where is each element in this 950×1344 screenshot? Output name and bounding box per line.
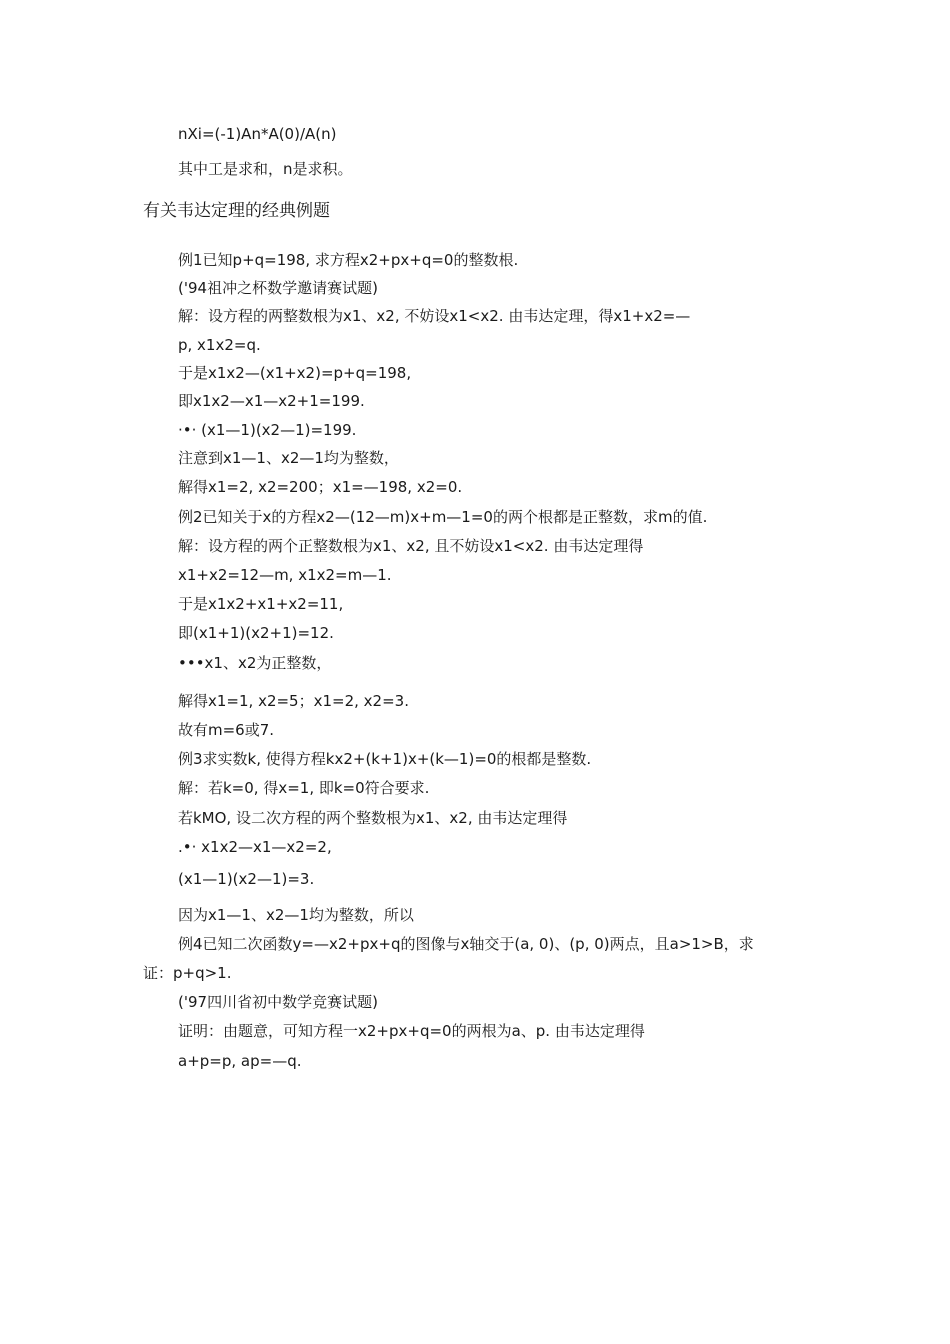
formula-line: nXi=(-1)An*A(0)/A(n) [178, 125, 337, 143]
text-line: .•· x1x2—x1—x2=2, [178, 838, 332, 856]
text-line: 例1已知p+q=198, 求方程x2+px+q=0的整数根. [178, 251, 519, 269]
text-line: 解得x1=2, x2=200；x1=—198, x2=0. [178, 478, 463, 496]
text-line: 例4已知二次函数y=—x2+px+q的图像与x轴交于(a, 0)、(p, 0)两点，且a>1>B，求 [178, 935, 754, 953]
text-line: 解：设方程的两整数根为x1、x2, 不妨设x1<x2. 由韦达定理，得x1+x2=— [178, 307, 691, 325]
text-line: 例3求实数k, 使得方程kx2+(k+1)x+(k—1)=0的根都是整数. [178, 750, 592, 768]
text-line: 证明：由题意，可知方程一x2+px+q=0的两根为a、p. 由韦达定理得 [178, 1022, 645, 1040]
text-line: p, x1x2=q. [178, 336, 261, 354]
text-line: 注意到x1—1、x2—1均为整数， [178, 449, 399, 467]
note-line: 其中工是求和，n是求积。 [178, 160, 353, 178]
text-line: 解得x1=1, x2=5；x1=2, x2=3. [178, 692, 409, 710]
text-line: 因为x1—1、x2—1均为整数，所以 [178, 906, 414, 924]
text-line: x1+x2=12—m, x1x2=m—1. [178, 566, 392, 584]
section-title: 有关韦达定理的经典例题 [143, 201, 330, 221]
text-line: 即(x1+1)(x2+1)=12. [178, 624, 334, 642]
text-line: 解：若k=0, 得x=1, 即k=0符合要求. [178, 779, 430, 797]
text-line: 若kMO, 设二次方程的两个整数根为x1、x2, 由韦达定理得 [178, 809, 568, 827]
text-line: (x1—1)(x2—1)=3. [178, 870, 315, 888]
text-line: 于是x1x2+x1+x2=11, [178, 595, 344, 613]
text-line: 故有m=6或7. [178, 721, 275, 739]
text-line: ('97四川省初中数学竞赛试题) [178, 993, 378, 1011]
text-line: 解：设方程的两个正整数根为x1、x2, 且不妨设x1<x2. 由韦达定理得 [178, 537, 644, 555]
text-line: 证：p+q>1. [143, 964, 232, 982]
text-line: •••x1、x2为正整数， [178, 654, 332, 672]
text-line: ('94祖冲之杯数学邀请赛试题) [178, 279, 378, 297]
text-line: ·•· (x1—1)(x2—1)=199. [178, 421, 357, 439]
text-line: 例2已知关于x的方程x2—(12—m)x+m—1=0的两个根都是正整数，求m的值. [178, 508, 708, 526]
text-line: 即x1x2—x1—x2+1=199. [178, 392, 365, 410]
text-line: a+p=p, ap=—q. [178, 1052, 302, 1070]
text-line: 于是x1x2—(x1+x2)=p+q=198, [178, 364, 412, 382]
